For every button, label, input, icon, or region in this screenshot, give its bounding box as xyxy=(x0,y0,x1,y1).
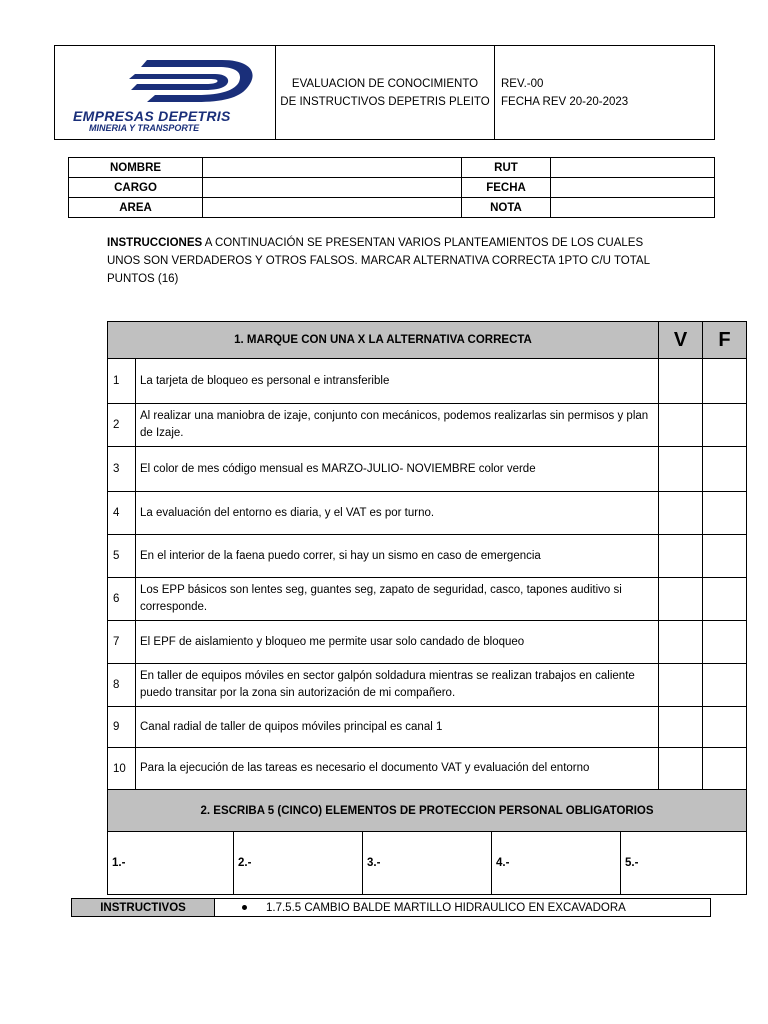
section2-header-row xyxy=(108,790,747,832)
question-text: En el interior de la faena puedo correr, si hay un sismo en caso de emergencia xyxy=(136,535,659,578)
revision-date: FECHA REV 20-20-2023 xyxy=(501,95,629,108)
instructivos-value: 1.7.5.5 CAMBIO BALDE MARTILLO HIDRAULICO EN EXCAVADORA xyxy=(266,901,626,914)
instructivos-table xyxy=(71,898,711,917)
true-answer-box[interactable] xyxy=(659,492,703,535)
section2-title: 2. ESCRIBA 5 (CINCO) ELEMENTOS DE PROTECCION PERSONAL OBLIGATORIOS xyxy=(108,790,747,832)
true-answer-box[interactable] xyxy=(659,404,703,447)
question-row xyxy=(108,359,747,404)
question-row xyxy=(108,707,747,748)
epp-item-4[interactable]: 4.- xyxy=(491,832,620,894)
area-label: AREA xyxy=(69,198,203,218)
section1-title: 1. MARQUE CON UNA X LA ALTERNATIVA CORRECTA xyxy=(108,322,659,359)
epp-table xyxy=(108,832,746,894)
instructions-label: INSTRUCCIONES xyxy=(107,237,203,249)
false-answer-box[interactable] xyxy=(703,664,747,707)
question-number: 4 xyxy=(108,492,136,535)
question-text: La tarjeta de bloqueo es personal e intransferible xyxy=(136,359,659,404)
false-answer-box[interactable] xyxy=(703,578,747,621)
revision-info xyxy=(495,46,714,139)
false-column-header: F xyxy=(703,322,747,359)
false-answer-box[interactable] xyxy=(703,492,747,535)
nota-label: NOTA xyxy=(462,198,551,218)
company-subtitle: MINERIA Y TRANSPORTE xyxy=(89,123,200,133)
true-answer-box[interactable] xyxy=(659,748,703,790)
question-text: Canal radial de taller de quipos móviles principal es canal 1 xyxy=(136,707,659,748)
fecha-label: FECHA xyxy=(462,178,551,198)
question-row xyxy=(108,492,747,535)
question-row xyxy=(108,404,747,447)
question-number: 1 xyxy=(108,359,136,404)
question-number: 7 xyxy=(108,621,136,664)
question-number: 2 xyxy=(108,404,136,447)
instructions-text: A CONTINUACIÓN SE PRESENTAN VARIOS PLANTEAMIENTOS DE LOS CUALES UNOS SON VERDADEROS Y OTROS FALSOS. MARCAR ALTERNATIVA CORRECTA 1PTO C/U TOTAL PUNTOS (16) xyxy=(107,237,650,285)
revision-number: REV.-00 xyxy=(501,77,544,90)
nombre-field[interactable] xyxy=(203,158,462,178)
true-column-header: V xyxy=(659,322,703,359)
nombre-label: NOMBRE xyxy=(69,158,203,178)
false-answer-box[interactable] xyxy=(703,748,747,790)
question-number: 8 xyxy=(108,664,136,707)
info-row xyxy=(69,158,715,178)
true-answer-box[interactable] xyxy=(659,621,703,664)
false-answer-box[interactable] xyxy=(703,707,747,748)
question-text: Para la ejecución de las tareas es necesario el documento VAT y evaluación del entorno xyxy=(136,748,659,790)
true-answer-box[interactable] xyxy=(659,447,703,492)
question-text: La evaluación del entorno es diaria, y el VAT es por turno. xyxy=(136,492,659,535)
rut-field[interactable] xyxy=(551,158,715,178)
area-field[interactable] xyxy=(203,198,462,218)
info-row xyxy=(69,198,715,218)
epp-row xyxy=(108,832,746,894)
question-text: El EPF de aislamiento y bloqueo me permite usar solo candado de bloqueo xyxy=(136,621,659,664)
epp-item-5[interactable]: 5.- xyxy=(620,832,746,894)
question-row xyxy=(108,664,747,707)
false-answer-box[interactable] xyxy=(703,535,747,578)
question-row xyxy=(108,748,747,790)
instructivos-label: INSTRUCTIVOS xyxy=(72,899,215,917)
true-answer-box[interactable] xyxy=(659,664,703,707)
title-line-1: EVALUACION DE CONOCIMIENTO xyxy=(291,77,479,90)
rut-label: RUT xyxy=(462,158,551,178)
question-text: Los EPP básicos son lentes seg, guantes seg, zapato de seguridad, casco, tapones auditivo si corresponde. xyxy=(136,578,659,621)
bullet-icon xyxy=(242,905,247,910)
document-title xyxy=(276,46,495,139)
question-row xyxy=(108,447,747,492)
section1-header-row xyxy=(108,322,747,359)
document-header xyxy=(54,45,715,140)
question-text: El color de mes código mensual es MARZO-JULIO- NOVIEMBRE color verde xyxy=(136,447,659,492)
true-answer-box[interactable] xyxy=(659,707,703,748)
question-text: Al realizar una maniobra de izaje, conjunto con mecánicos, podemos realizarlas sin permisos y plan de Izaje. xyxy=(136,404,659,447)
questions-table xyxy=(107,321,747,895)
question-text: En taller de equipos móviles en sector galpón soldadura mientras se realizan trabajos en caliente puedo transitar por la zona sin autorización de mi compañero. xyxy=(136,664,659,707)
question-row xyxy=(108,535,747,578)
question-number: 3 xyxy=(108,447,136,492)
question-number: 9 xyxy=(108,707,136,748)
false-answer-box[interactable] xyxy=(703,404,747,447)
true-answer-box[interactable] xyxy=(659,359,703,404)
false-answer-box[interactable] xyxy=(703,621,747,664)
cargo-label: CARGO xyxy=(69,178,203,198)
questions-body xyxy=(108,359,747,790)
instructivos-row xyxy=(72,899,711,917)
nota-field[interactable] xyxy=(551,198,715,218)
true-answer-box[interactable] xyxy=(659,535,703,578)
company-name: EMPRESAS DEPETRIS xyxy=(73,108,231,124)
false-answer-box[interactable] xyxy=(703,447,747,492)
logo-cell xyxy=(55,46,276,139)
info-table xyxy=(68,157,715,218)
epp-item-1[interactable]: 1.- xyxy=(112,857,126,869)
epp-item-2[interactable]: 2.- xyxy=(233,832,362,894)
epp-item-3[interactable]: 3.- xyxy=(362,832,491,894)
info-row xyxy=(69,178,715,198)
question-number: 6 xyxy=(108,578,136,621)
cargo-field[interactable] xyxy=(203,178,462,198)
fecha-field[interactable] xyxy=(551,178,715,198)
true-answer-box[interactable] xyxy=(659,578,703,621)
question-row xyxy=(108,578,747,621)
section2-row xyxy=(108,832,747,895)
instructions xyxy=(107,234,667,288)
title-line-2: DE INSTRUCTIVOS DEPETRIS PLEITO xyxy=(280,95,490,108)
question-number: 5 xyxy=(108,535,136,578)
false-answer-box[interactable] xyxy=(703,359,747,404)
company-logo-icon xyxy=(127,52,267,108)
question-row xyxy=(108,621,747,664)
question-number: 10 xyxy=(108,748,136,790)
